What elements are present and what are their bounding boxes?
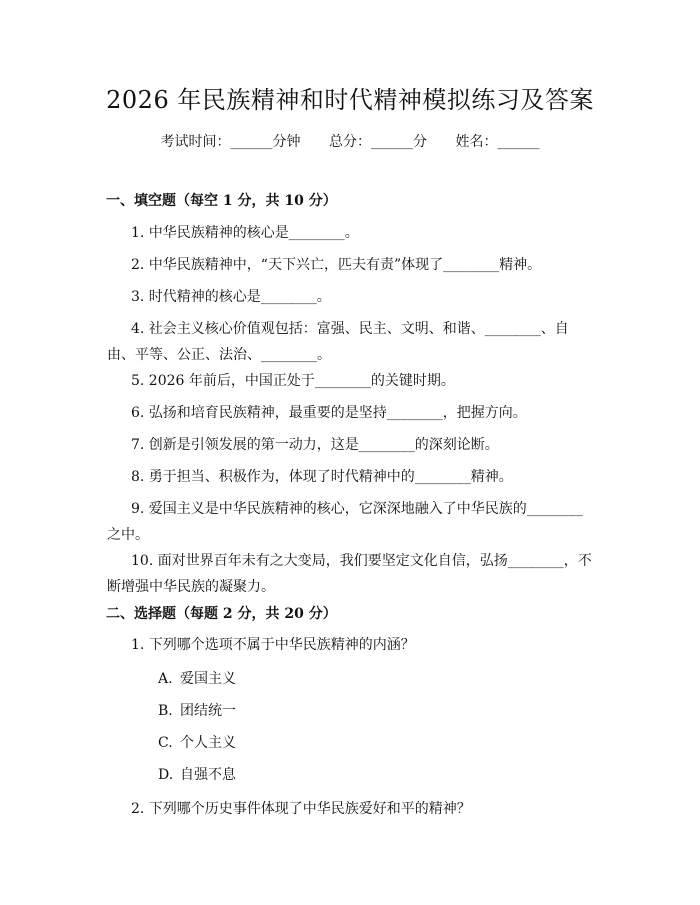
option-text: 爱国主义 [180, 671, 236, 687]
document-title: 2026 年民族精神和时代精神模拟练习及答案 [106, 86, 594, 114]
choice-question-1: 1. 下列哪个选项不属于中华民族精神的内涵？ [131, 637, 415, 653]
section-choice-heading: 二、选择题（每题 2 分，共 20 分） [106, 606, 337, 622]
option-letter: A. [158, 671, 173, 687]
option-letter: B. [158, 703, 173, 719]
fill-question-10: 10. 面对世界百年未有之大变局，我们要坚定文化自信，弘扬________，不断增强中华民族的凝聚力。 [107, 553, 592, 595]
option-text: 个人主义 [180, 735, 236, 751]
total-score-field: 总分：______分 [329, 134, 427, 150]
option-text: 团结统一 [180, 703, 236, 719]
section-fill-in-heading: 一、填空题（每空 1 分，共 10 分） [106, 193, 337, 209]
fill-question-3: 3. 时代精神的核心是________。 [131, 289, 331, 305]
option-letter: C. [158, 735, 173, 751]
choice-question-2: 2. 下列哪个历史事件体现了中华民族爱好和平的精神？ [131, 801, 471, 817]
option-c [158, 732, 236, 752]
fill-question-1: 1. 中华民族精神的核心是________。 [131, 225, 359, 241]
exam-time-field: 考试时间：______分钟 [160, 134, 301, 150]
fill-question-9: 9. 爱国主义是中华民族精神的核心，它深深地融入了中华民族的________之中。 [107, 501, 583, 543]
fill-question-6: 6. 弘扬和培育民族精神，最重要的是坚持________，把握方向。 [131, 405, 527, 421]
fill-question-2: 2. 中华民族精神中，“天下兴亡，匹夫有责”体现了________精神。 [131, 257, 542, 273]
option-a [158, 668, 236, 688]
fill-question-7: 7. 创新是引领发展的第一动力，这是________的深刻论断。 [131, 437, 499, 453]
fill-question-4: 4. 社会主义核心价值观包括：富强、民主、文明、和谐、________、自由、平等、公正、法治、________。 [107, 321, 569, 363]
option-letter: D. [158, 767, 174, 783]
option-b [158, 700, 236, 720]
option-d [158, 764, 236, 784]
exam-meta-line [0, 131, 700, 151]
fill-question-8: 8. 勇于担当、积极作为，体现了时代精神中的________精神。 [131, 469, 513, 485]
fill-question-5: 5. 2026 年前后，中国正处于________的关键时期。 [131, 373, 455, 389]
option-text: 自强不息 [180, 767, 236, 783]
name-field: 姓名：______ [455, 134, 540, 150]
